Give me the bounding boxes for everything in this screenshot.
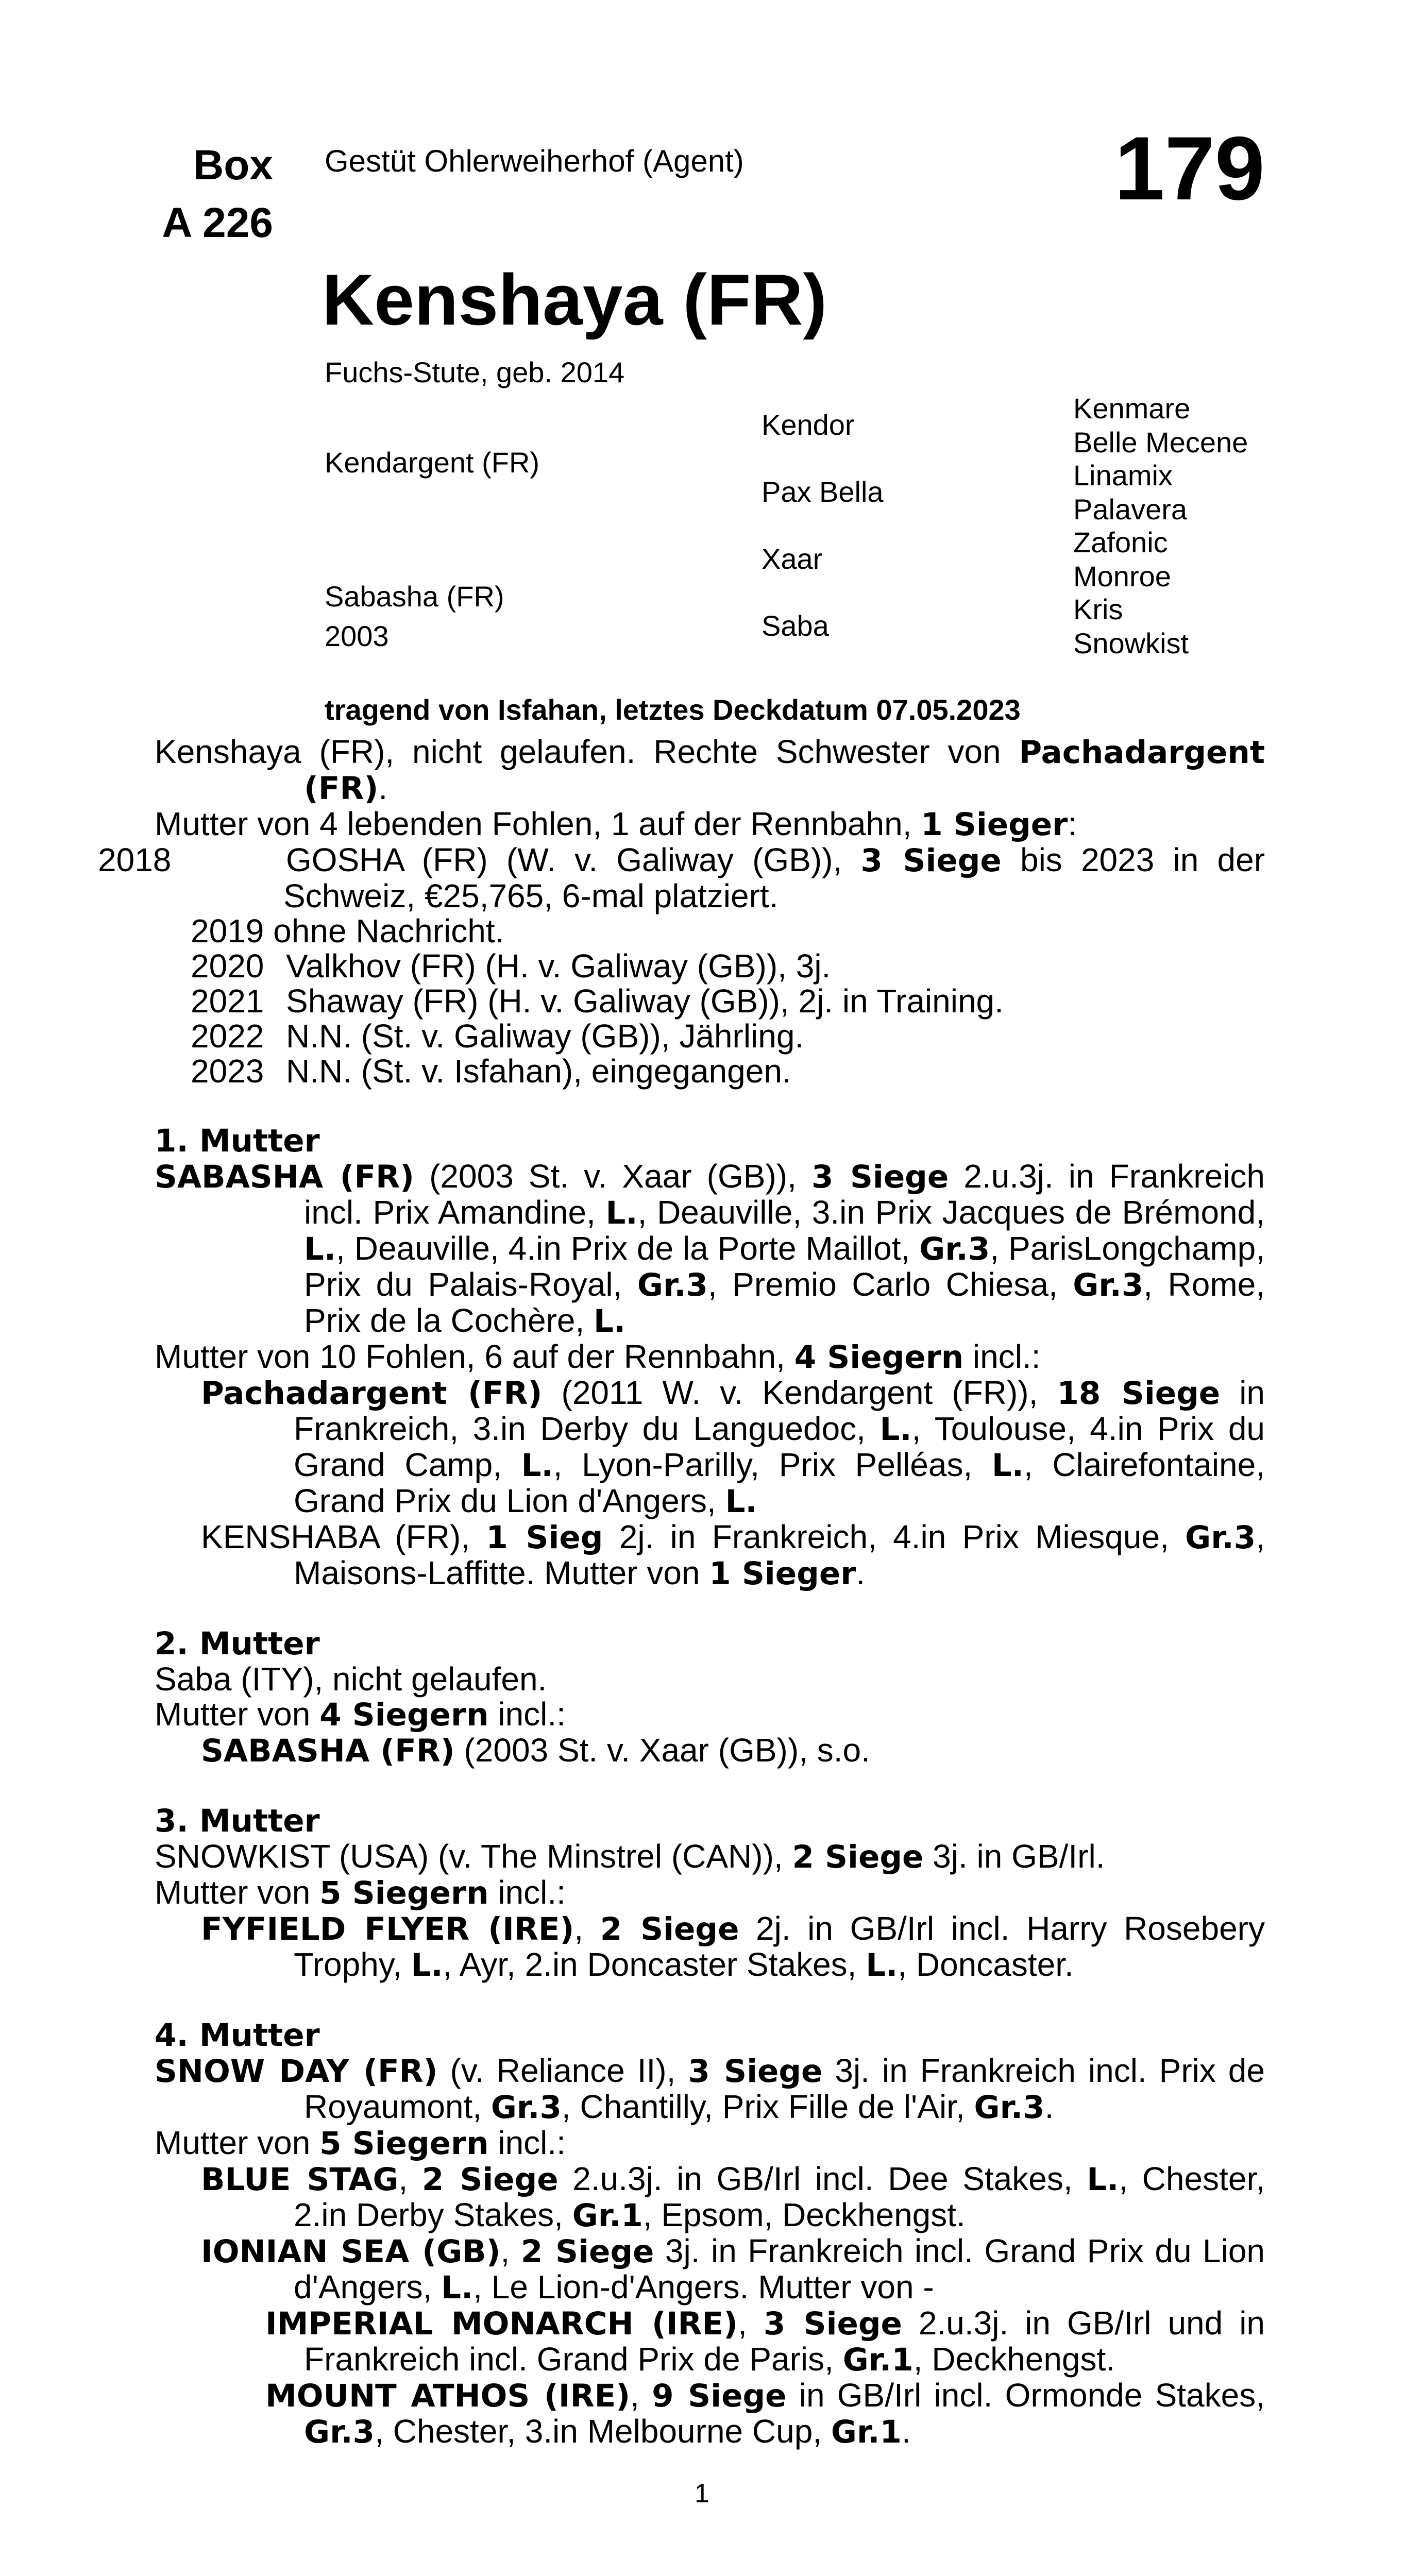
sibling-name: Pachadargent (FR) [304, 734, 1265, 807]
pedigree-ancestor: Kris [1073, 593, 1123, 625]
produce-entry: 2023 N.N. (St. v. Isfahan), eingegangen. [191, 1053, 791, 1090]
dam4-offspring: IONIAN SEA (GB), 2 Siege 3j. in Frankreich incl. Grand Prix du Lion d'Angers, L., Le Lion-d'Angers. Mutter von - [201, 2232, 1265, 2306]
dam1-offspring: KENSHABA (FR), 1 Sieg 2j. in Frankreich, 4.in Prix Miesque, Gr.3, Maisons-Laffitte. Mutter von 1 Sieger. [201, 1518, 1265, 1592]
pedigree-ancestor: Kenmare [1073, 392, 1191, 425]
produce-entry: 2022 N.N. (St. v. Galiway (GB)), Jährling. [191, 1018, 804, 1055]
dam2-record: Saba (ITY), nicht gelaufen. [155, 1660, 547, 1698]
horse-name: Kenshaya (FR) [322, 259, 827, 340]
intro-paragraph: Kenshaya (FR), nicht gelaufen. Rechte Schwester von Pachadargent (FR). [155, 733, 1265, 807]
pedigree-ancestor: Zafonic [1073, 526, 1168, 558]
pedigree-ancestor: Monroe [1073, 560, 1171, 592]
lot-number: 179 [1114, 118, 1265, 219]
pedigree-sire-sire: Kendor [762, 409, 855, 441]
produce-summary: Mutter von 4 lebenden Fohlen, 1 auf der Rennbahn, 1 Sieger: [155, 805, 1077, 843]
pregnancy-note: tragend von Isfahan, letztes Deckdatum 07.05.2023 [325, 693, 1021, 726]
dam1-offspring: Pachadargent (FR) (2011 W. v. Kendargent (FR)), 18 Siege in Frankreich, 3.in Derby du Languedoc, L., Toulouse, 4.in Prix du Grand Camp, L., Lyon-Parilly, Prix Pelléas, L., Clairefontaine, Grand Prix du Lion d'Angers, L. [201, 1374, 1265, 1520]
horse-description: Fuchs-Stute, geb. 2014 [325, 356, 625, 388]
pedigree-sire: Kendargent (FR) [325, 446, 540, 479]
agent-name: Gestüt Ohlerweiherhof (Agent) [325, 144, 744, 178]
pedigree-dam: Sabasha (FR) [325, 580, 504, 613]
produce-entry: 2021 Shaway (FR) (H. v. Galiway (GB)), 2j. in Training. [191, 982, 1004, 1020]
pedigree-ancestor: Snowkist [1073, 627, 1189, 659]
produce-entry: 2020 Valkhov (FR) (H. v. Galiway (GB)), 3j. [191, 947, 831, 985]
dam2-offspring: SABASHA (FR) (2003 St. v. Xaar (GB)), s.o. [201, 1732, 870, 1769]
pedigree-ancestor: Belle Mecene [1073, 426, 1248, 459]
dam3-offspring: FYFIELD FLYER (IRE), 2 Siege 2j. in GB/Irl incl. Harry Rosebery Trophy, L., Ayr, 2.in Doncaster Stakes, L., Doncaster. [201, 1910, 1265, 1984]
box-number [119, 137, 273, 252]
produce-entry: 2019 ohne Nachricht. [191, 912, 504, 950]
dam3-record: SNOWKIST (USA) (v. The Minstrel (CAN)), 2 Siege 3j. in GB/Irl. [155, 1838, 1105, 1875]
dam1-record: SABASHA (FR) (2003 St. v. Xaar (GB)), 3 Siege 2.u.3j. in Frankreich incl. Prix Amandine, L., Deauville, 3.in Prix Jacques de Brémond, L., Deauville, 4.in Prix de la Porte Maillot, Gr.3, ParisLongchamp, Prix du Palais-Royal, Gr.3, Premio Carlo Chiesa, Gr.3, Rome, Prix de la Cochère, L. [155, 1158, 1265, 1340]
dam4-offspring: BLUE STAG, 2 Siege 2.u.3j. in GB/Irl incl. Dee Stakes, L., Chester, 2.in Derby Stakes, Gr.1, Epsom, Deckhengst. [201, 2160, 1265, 2234]
page-number: 1 [695, 2479, 709, 2509]
pedigree-sire-dam: Pax Bella [762, 476, 884, 508]
dam3-produce-summary: Mutter von 5 Siegern incl.: [155, 1874, 566, 1911]
dam4-grand-offspring: MOUNT ATHOS (IRE), 9 Siege in GB/Irl incl. Ormonde Stakes, Gr.3, Chester, 3.in Melbourne Cup, Gr.1. [265, 2377, 1265, 2450]
box-label-line1: Box [193, 142, 273, 189]
pedigree-dam-year: 2003 [325, 620, 389, 652]
produce-entry: 2018 GOSHA (FR) (W. v. Galiway (GB)), 3 Siege bis 2023 in der Schweiz, €25,765, 6-mal platziert. [98, 841, 1265, 914]
pedigree-dam-sire: Xaar [762, 543, 823, 575]
dam2-produce-summary: Mutter von 4 Siegern incl.: [155, 1696, 566, 1733]
pedigree-ancestor: Linamix [1073, 459, 1173, 492]
dam1-produce-summary: Mutter von 10 Fohlen, 6 auf der Rennbahn, 4 Siegern incl.: [155, 1338, 1041, 1376]
section-heading-dam3: 3. Mutter [155, 1803, 320, 1839]
section-heading-dam4: 4. Mutter [155, 2017, 320, 2054]
catalogue-body [98, 733, 1265, 2450]
pedigree-dam-dam: Saba [762, 609, 829, 642]
dam4-produce-summary: Mutter von 5 Siegern incl.: [155, 2124, 566, 2162]
section-heading-dam2: 2. Mutter [155, 1625, 320, 1662]
pedigree-ancestor: Palavera [1073, 493, 1188, 526]
section-heading-dam1: 1. Mutter [155, 1123, 320, 1159]
dam4-record: SNOW DAY (FR) (v. Reliance II), 3 Siege 3j. in Frankreich incl. Prix de Royaumont, Gr.3, Chantilly, Prix Fille de l'Air, Gr.3. [155, 2052, 1265, 2126]
dam4-grand-offspring: IMPERIAL MONARCH (IRE), 3 Siege 2.u.3j. in GB/Irl und in Frankreich incl. Grand Prix de Paris, Gr.1, Deckhengst. [265, 2304, 1265, 2378]
box-label-line2: A 226 [162, 199, 273, 246]
